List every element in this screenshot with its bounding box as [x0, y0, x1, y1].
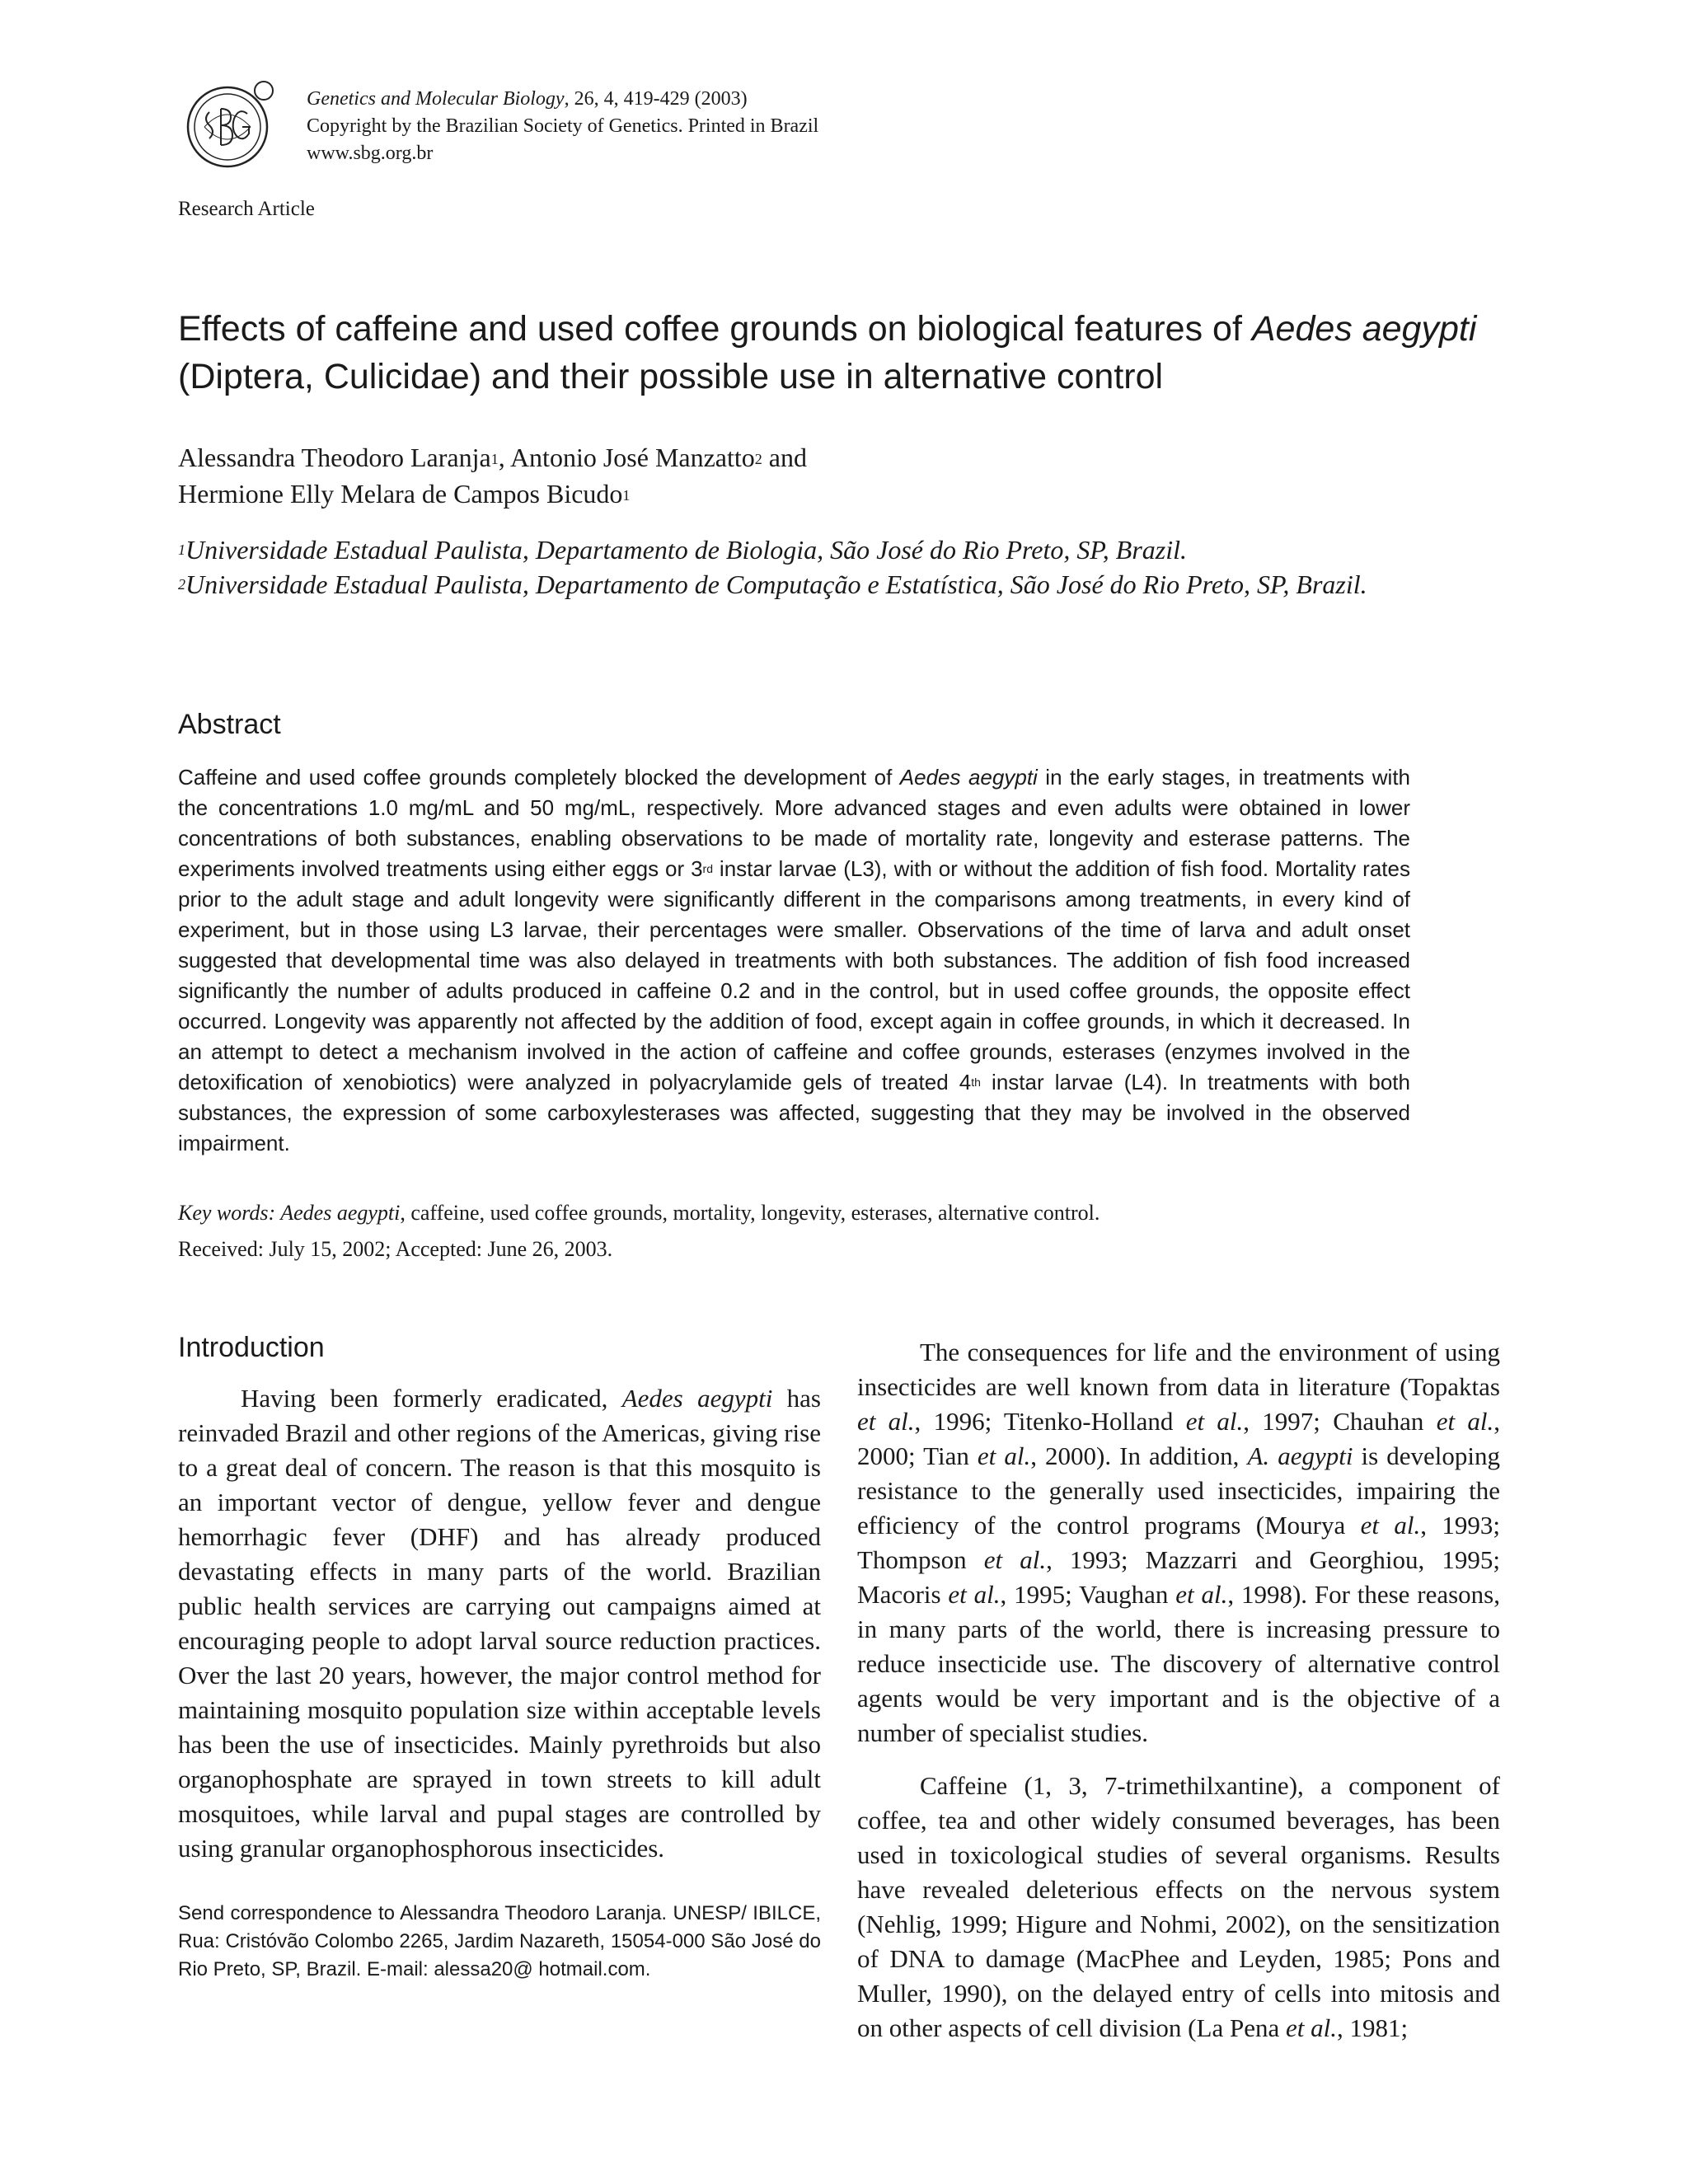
affiliation-number: 1	[178, 541, 185, 558]
author-affil-mark: 1	[490, 451, 499, 467]
right-column	[857, 1335, 1500, 2046]
copyright-line: Copyright by the Brazilian Society of Genetics. Printed in Brazil	[307, 115, 819, 137]
abstract-text: instar larvae (L4). In treatments with both substances, the expression of some carboxylesterases was affected, suggesting that they may be involved in the observed impairment.	[178, 1070, 1410, 1155]
citation-etal: et al.	[857, 1407, 915, 1436]
title-text-1: Effects of caffeine and used coffee grounds on biological features of	[178, 309, 1252, 349]
ordinal-suffix: rd	[702, 862, 713, 875]
paragraph-text: , 1981;	[1336, 2013, 1409, 2042]
correspondence-note: Send correspondence to Alessandra Theodoro Laranja. UNESP/ IBILCE, Rua: Cristóvão Colombo 2265, Jardim Nazareth, 15054-000 São José do Rio Preto, SP, Brazil. E-mail: alessa20@ hotmail.com.	[178, 1902, 821, 1980]
paragraph-text: Caffeine (1, 3, 7-trimethilxantine), a component of coffee, tea and other widely consumed beverages, has been used in toxicological studies of several organisms. Results have revealed deleterious effects on the nervous system (Nehlig, 1999; Higure and Nohmi, 2002), on the sensitization of DNA to damage (MacPhee and Leyden, 1985; Pons and Muller, 1990), on the delayed entry of cells into mitosis and on other aspects of cell division (La Pena	[857, 1771, 1500, 2042]
author-name: Hermione Elly Melara de Campos Bicudo	[178, 479, 623, 509]
journal-name: Genetics and Molecular Biology	[307, 88, 565, 110]
abstract-body	[178, 762, 1410, 1159]
citation-etal: et al.	[1175, 1580, 1228, 1609]
intro-paragraph	[857, 1769, 1500, 2046]
abstract-text: Caffeine and used coffee grounds completely blocked the development of	[178, 765, 900, 790]
website-link[interactable]: www.sbg.org.br	[307, 143, 434, 164]
affiliation-text: Universidade Estadual Paulista, Departamento de Computação e Estatística, São José do Rio Preto, SP, Brazil.	[185, 569, 1367, 599]
paragraph-text: , 1993; Mazzarri and Georghiou, 1995; Macoris	[857, 1545, 1500, 1609]
author-separator: ,	[498, 443, 510, 472]
intro-paragraph	[178, 1381, 821, 1866]
paragraph-text: , 1997; Chauhan	[1243, 1407, 1437, 1436]
paragraph-text: , 2000). In addition,	[1030, 1441, 1248, 1470]
affiliation-number: 2	[178, 576, 185, 593]
keywords-list: , caffeine, used coffee grounds, mortality, longevity, esterases, alternative control.	[400, 1201, 1100, 1225]
received-dates: Received: July 15, 2002; Accepted: June 26, 2003.	[178, 1237, 613, 1261]
abstract-text: instar larvae (L3), with or without the addition of fish food. Mortality rates prior to the adult stage and adult longevity were significantly different in the comparisons among treatments, in every kind of experiment, but in those using L3 larvae, their percentages were smaller. Observations of the time of larva and adult onset suggested that developmental time was also delayed in treatments with both substances. The addition of fish food increased significantly the number of adults produced in caffeine 0.2 and in the control, but in used coffee grounds, the opposite effect occurred. Longevity was apparently not affected by the addition of food, except again in coffee grounds, in which it decreased. In an attempt to detect a mechanism involved in the action of caffeine and coffee grounds, esterases (enzymes involved in the detoxification of xenobiotics) were analyzed in polyacrylamide gels of treated 4	[178, 856, 1410, 1094]
paper-title	[178, 305, 1513, 401]
author-list	[178, 439, 1497, 512]
paragraph-text: , 2000; Tian	[857, 1407, 1500, 1470]
ordinal-suffix: th	[971, 1076, 981, 1089]
citation-etal: et al.	[1185, 1407, 1244, 1436]
paragraph-text: has reinvaded Brazil and other regions of the Americas, giving rise to a great deal of concern. The reason is that this mosquito is an important vector of dengue, yellow fever and dengue hemorrhagic fever (DHF) and has already produced devastating effects in many parts of the world. Brazilian public health services are carrying out campaigns aimed at encouraging people to adopt larval source reduction practices. Over the last 20 years, however, the major control method for maintaining mosquito population size within acceptable levels has been the use of insecticides. Mainly pyrethroids but also organophosphate are sprayed in town streets to kill adult mosquitoes, while larval and pupal stages are controlled by using granular organophosphorous insecticides.	[178, 1384, 821, 1863]
citation-etal: et al.	[977, 1441, 1031, 1470]
abstract-heading: Abstract	[178, 709, 281, 740]
left-column	[178, 1381, 821, 1866]
citation-etal: et al.	[1360, 1511, 1421, 1540]
abstract-text: in the early stages, in treatments with the concentrations 1.0 mg/mL and 50 mg/mL, respectively. More advanced stages and even adults were obtained in lower concentrations of both substances, enabling observations to be made of mortality rate, longevity and esterase patterns. The experiments involved treatments using either eggs or 3	[178, 765, 1410, 881]
article-type: Research Article	[178, 198, 315, 220]
author-name: Alessandra Theodoro Laranja	[178, 443, 491, 472]
affiliation-list	[178, 532, 1513, 602]
paragraph-text: , 1996; Titenko-Holland	[914, 1407, 1186, 1436]
citation-etal: et al.	[948, 1580, 1001, 1609]
journal-info	[307, 86, 818, 167]
keywords	[178, 1197, 1497, 1228]
keywords-label: Key words:	[178, 1201, 281, 1225]
paragraph-text: , 1998). For these reasons, in many parts of the world, there is increasing pressure to reduce insecticide use. The discovery of alternative control agents would be very important and is the objective of a number of specialist studies.	[857, 1580, 1500, 1747]
intro-paragraph	[857, 1335, 1500, 1750]
paragraph-text: Having been formerly eradicated,	[241, 1384, 622, 1413]
paragraph-text: is developing resistance to the generally used insecticides, impairing the efficiency of the control programs (Mourya	[857, 1441, 1500, 1540]
paragraph-text: The consequences for life and the environment of using insecticides are well known from data in literature (Topaktas	[857, 1338, 1500, 1401]
species-name: Aedes aegypti	[621, 1384, 773, 1413]
author-separator: and	[762, 443, 807, 472]
species-name: A. aegypti	[1247, 1441, 1353, 1470]
affiliation-item	[178, 532, 1513, 567]
citation-etal: et al.	[1285, 2013, 1337, 2042]
citation-etal: et al.	[1436, 1407, 1494, 1436]
paragraph-text: , 1993; Thompson	[857, 1511, 1500, 1574]
affiliation-text: Universidade Estadual Paulista, Departamento de Biologia, São José do Rio Preto, SP, Brazil.	[185, 535, 1187, 565]
author-affil-mark: 2	[754, 451, 762, 467]
author-name: Antonio José Manzatto	[509, 443, 755, 472]
journal-citation-line	[307, 86, 818, 113]
title-species: Aedes aegypti	[1251, 309, 1477, 349]
affiliation-item	[178, 567, 1513, 602]
sbg-logo-icon	[185, 79, 277, 171]
journal-citation: , 26, 4, 419-429 (2003)	[564, 88, 748, 110]
author-affil-mark: 1	[622, 487, 631, 504]
paragraph-text: , 1995; Vaughan	[1000, 1580, 1176, 1609]
introduction-heading: Introduction	[178, 1332, 325, 1363]
citation-etal: et al.	[983, 1545, 1047, 1574]
title-text-2: (Diptera, Culicidae) and their possible use in alternative control	[178, 357, 1164, 396]
keyword-species: Aedes aegypti	[280, 1201, 401, 1225]
abstract-species: Aedes aegypti	[899, 765, 1038, 790]
